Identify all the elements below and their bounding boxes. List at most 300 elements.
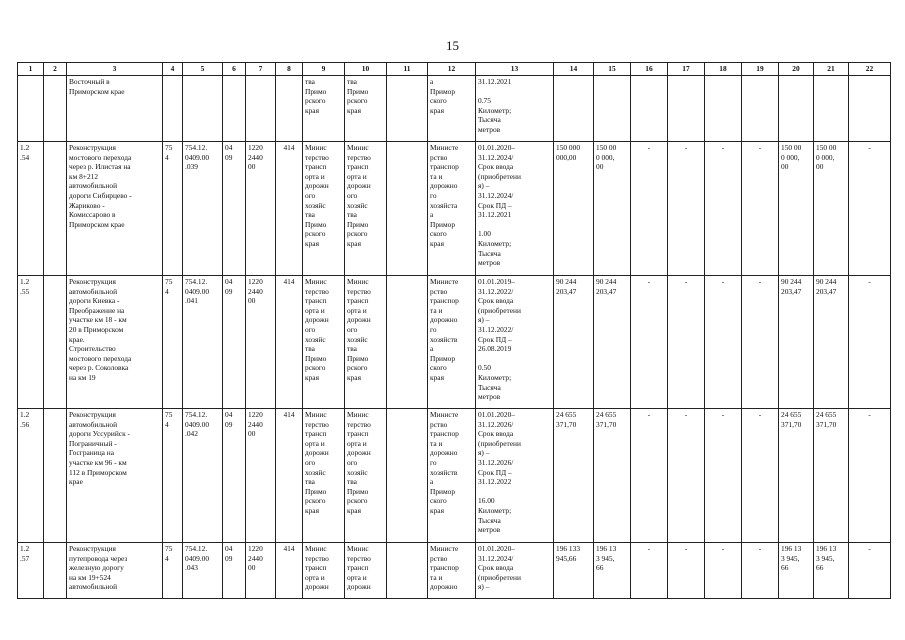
cell-line: 1220 <box>248 544 263 553</box>
cell-line: Минис <box>305 544 327 553</box>
cell-col-8 <box>276 76 303 142</box>
cell-line: я) – <box>478 315 490 325</box>
cell-line: Минис <box>305 410 327 419</box>
cell-line: метров <box>478 258 501 268</box>
cell-line: Примо <box>347 353 369 363</box>
cell-line: 00 <box>248 563 256 573</box>
cell-col-1 <box>18 76 44 142</box>
cell-col-2 <box>44 276 67 409</box>
cell-line: терство <box>347 152 371 162</box>
cell-line <box>478 220 551 230</box>
cell-col-3 <box>67 276 163 409</box>
cell-line: ого <box>347 457 358 467</box>
cell-line: 24 655 <box>781 410 802 419</box>
cell-line: я) – <box>478 448 490 458</box>
cell-line: .039 <box>185 162 198 172</box>
cell-col-20 <box>779 142 814 276</box>
cell-line <box>478 354 551 364</box>
cell-line: 150 00 <box>596 143 617 152</box>
cell-col-9 <box>303 409 345 543</box>
cell-line: а <box>430 344 434 354</box>
cell-line: .041 <box>185 296 198 306</box>
cell-line: Километр; <box>478 505 512 515</box>
cell-col-10 <box>345 409 387 543</box>
cell-line: 0 000, <box>596 152 615 162</box>
cell-col-5 <box>183 409 223 543</box>
cell-line: метров <box>478 525 501 535</box>
cell-line: 31.12.2022 <box>478 477 512 487</box>
cell-line: 09 <box>225 419 233 429</box>
cell-col-2 <box>44 76 67 142</box>
cell-col-19: - <box>742 409 779 543</box>
cell-line: 1.2 <box>20 544 30 553</box>
cell-line: 150 000 <box>556 143 581 152</box>
cell-line: Примор <box>430 219 456 229</box>
col-header-18: 18 <box>705 63 742 76</box>
cell-line: 150 00 <box>816 143 837 152</box>
cell-line: 04 <box>225 143 233 152</box>
cell-line: дорожн <box>347 582 371 592</box>
cell-line: Минис <box>347 410 369 419</box>
cell-line: орта и <box>347 171 367 181</box>
col-header-16: 16 <box>631 63 668 76</box>
cell-col-17: - <box>668 276 705 409</box>
cell-col-7 <box>246 276 276 409</box>
cell-line: 31.12.2022/ <box>478 286 514 296</box>
cell-line: 75 <box>165 410 173 419</box>
col-header-7: 7 <box>246 63 276 76</box>
cell-col-5 <box>183 142 223 276</box>
cell-line: хозяйс <box>347 467 368 477</box>
cell-col-11 <box>387 142 428 276</box>
cell-col-5 <box>183 276 223 409</box>
cell-col-15 <box>594 409 631 543</box>
cell-line: 00 <box>248 162 256 172</box>
cell-col-7 <box>246 543 276 599</box>
cell-line: Приморском крае <box>69 219 125 229</box>
cell-col-20 <box>779 409 814 543</box>
cell-line: на км 19+524 <box>69 572 111 582</box>
cell-col-18: - <box>705 142 742 276</box>
cell-col-14 <box>554 142 594 276</box>
cell-col-21 <box>814 76 849 142</box>
cell-line: дороги Сибирцево - <box>69 190 132 200</box>
cell-line: 371,70 <box>781 419 802 429</box>
cell-col-16: - <box>631 543 668 599</box>
cell-line: 75 <box>165 544 173 553</box>
cell-line: дорожно <box>430 448 458 458</box>
col-header-4: 4 <box>163 63 183 76</box>
cell-line: (приобретени <box>478 572 521 582</box>
cell-line: 31.12.2021 <box>478 210 512 220</box>
cell-line: метров <box>478 124 501 134</box>
cell-line: 1.2 <box>20 277 30 286</box>
cell-line: крае <box>69 477 83 487</box>
cell-line: трансп <box>347 429 369 439</box>
cell-line: орта и <box>305 171 325 181</box>
cell-line: терство <box>305 152 329 162</box>
cell-line: 371,70 <box>596 419 617 429</box>
cell-line: 3 945, <box>596 553 615 563</box>
cell-line: 00 <box>248 296 256 306</box>
col-header-17: 17 <box>668 63 705 76</box>
cell-line: Строительство <box>69 344 116 354</box>
cell-line: Госграница на <box>69 448 115 458</box>
cell-line: рского <box>347 96 368 106</box>
cell-line: Жариково - <box>69 200 105 210</box>
cell-line: орта и <box>305 438 325 448</box>
cell-line: 01.01.2020– <box>478 544 515 553</box>
cell-line: Километр; <box>478 238 512 248</box>
cell-line: трансп <box>347 162 369 172</box>
cell-line: Срок ввода <box>478 563 514 573</box>
table-row <box>18 76 891 142</box>
cell-col-8: 414 <box>276 276 303 409</box>
cell-line: 04 <box>225 544 233 553</box>
cell-col-13 <box>476 276 554 409</box>
cell-line: ого <box>305 190 316 200</box>
cell-line: дорожно <box>430 181 458 191</box>
cell-col-12 <box>428 142 476 276</box>
cell-col-6 <box>223 142 246 276</box>
cell-line: км 8+212 <box>69 171 99 181</box>
cell-line: автомобильной <box>69 419 118 429</box>
cell-line: участке км 96 - км <box>69 457 127 467</box>
cell-line: 26.08.2019 <box>478 344 512 354</box>
cell-line: 66 <box>781 563 789 573</box>
cell-col-16: - <box>631 409 668 543</box>
cell-col-1 <box>18 543 44 599</box>
cell-line: 754.12. <box>185 277 208 286</box>
cell-line: 196 133 <box>556 544 581 553</box>
cell-line: 203,47 <box>556 286 577 296</box>
cell-col-6 <box>223 543 246 599</box>
cell-line: 00 <box>781 162 789 172</box>
cell-line: .042 <box>185 429 198 439</box>
cell-line: 371,70 <box>556 419 577 429</box>
cell-line: хозяйс <box>347 200 368 210</box>
cell-line: хозяйств <box>430 467 458 477</box>
cell-line: дорожн <box>347 181 371 191</box>
cell-line: края <box>305 105 319 115</box>
col-header-10: 10 <box>345 63 387 76</box>
cell-line: железную дорогу <box>69 563 124 573</box>
cell-line: ого <box>347 324 358 334</box>
cell-line: дороги Уссурийск - <box>69 429 130 439</box>
cell-line: 1220 <box>248 143 263 152</box>
cell-line: дорожно <box>430 582 458 592</box>
cell-line: орта и <box>347 572 367 582</box>
cell-col-16: - <box>631 142 668 276</box>
cell-col-22: - <box>849 543 891 599</box>
col-header-3: 3 <box>67 63 163 76</box>
cell-line: 0409.00 <box>185 419 210 429</box>
cell-line: 24 655 <box>596 410 617 419</box>
cell-line: края <box>430 105 444 115</box>
cell-line: 90 244 <box>816 277 837 286</box>
cell-line: 1.2 <box>20 410 30 419</box>
cell-col-2 <box>44 409 67 543</box>
cell-line: Реконструкция <box>69 410 116 419</box>
cell-col-16 <box>631 76 668 142</box>
cell-line: края <box>430 372 444 382</box>
cell-line: 371,70 <box>816 419 837 429</box>
cell-line: .54 <box>20 152 30 162</box>
cell-line: трансп <box>305 162 327 172</box>
cell-line: края <box>305 505 319 515</box>
cell-col-8: 414 <box>276 543 303 599</box>
col-header-1: 1 <box>18 63 44 76</box>
cell-line: Километр; <box>478 105 512 115</box>
cell-line: метров <box>478 392 501 402</box>
cell-line: 24 655 <box>816 410 837 419</box>
cell-line: Километр; <box>478 372 512 382</box>
cell-line: 196 13 <box>816 544 837 553</box>
cell-line: автомобильной <box>69 286 118 296</box>
cell-line: терство <box>347 419 371 429</box>
cell-col-19: - <box>742 543 779 599</box>
cell-col-15 <box>594 543 631 599</box>
cell-line: дорожн <box>347 315 371 325</box>
cell-line: та и <box>430 572 443 582</box>
cell-col-2 <box>44 543 67 599</box>
cell-line: .55 <box>20 286 30 296</box>
cell-line: транспор <box>430 162 459 172</box>
cell-line: Тысяча <box>478 248 501 258</box>
cell-col-7 <box>246 76 276 142</box>
cell-line: а <box>430 210 434 220</box>
cell-col-20 <box>779 543 814 599</box>
cell-line: Пограничный - <box>69 438 117 448</box>
cell-line: рство <box>430 152 448 162</box>
col-header-21: 21 <box>814 63 849 76</box>
cell-line: рского <box>305 363 326 373</box>
cell-line: Министе <box>430 277 459 286</box>
cell-line: Минис <box>347 544 369 553</box>
cell-line: (приобретени <box>478 438 521 448</box>
cell-line: транспор <box>430 429 459 439</box>
col-header-19: 19 <box>742 63 779 76</box>
cell-line: рского <box>305 229 326 239</box>
table-row <box>18 409 891 543</box>
cell-line: путепровода через <box>69 553 128 563</box>
cell-col-11 <box>387 409 428 543</box>
cell-col-1 <box>18 276 44 409</box>
cell-col-10 <box>345 76 387 142</box>
cell-line: 01.01.2020– <box>478 410 515 419</box>
cell-col-20 <box>779 276 814 409</box>
cell-col-8: 414 <box>276 409 303 543</box>
cell-line: 203,47 <box>816 286 837 296</box>
cell-line: 09 <box>225 152 233 162</box>
cell-line: Министе <box>430 544 459 553</box>
cell-line: ого <box>305 457 316 467</box>
cell-line: Примо <box>347 86 369 96</box>
cell-line: Преображение на <box>69 305 125 315</box>
cell-line: Тысяча <box>478 515 501 525</box>
cell-line: ского <box>430 363 447 373</box>
cell-line: рство <box>430 419 448 429</box>
cell-line: Примо <box>347 219 369 229</box>
cell-line: автомобильной <box>69 181 118 191</box>
cell-line: 01.01.2019– <box>478 277 515 286</box>
cell-line: 0 000, <box>781 152 800 162</box>
cell-line: 0 000, <box>816 152 835 162</box>
table-body <box>18 76 891 599</box>
cell-col-9 <box>303 76 345 142</box>
cell-line: 0409.00 <box>185 286 210 296</box>
cell-col-9 <box>303 276 345 409</box>
cell-line: тва <box>347 477 357 487</box>
cell-line: Примо <box>305 86 327 96</box>
cell-line: 203,47 <box>596 286 617 296</box>
col-header-8: 8 <box>276 63 303 76</box>
cell-col-12 <box>428 543 476 599</box>
cell-line: хозяйста <box>430 200 458 210</box>
cell-line: транспор <box>430 563 459 573</box>
cell-line: тва <box>305 210 315 220</box>
cell-line: через р. Соколовка <box>69 363 129 373</box>
cell-line: орта и <box>347 438 367 448</box>
cell-line: 1.00 <box>478 229 491 239</box>
cell-col-17: - <box>668 142 705 276</box>
cell-col-21 <box>814 543 849 599</box>
col-header-14: 14 <box>554 63 594 76</box>
cell-col-9 <box>303 543 345 599</box>
cell-col-12 <box>428 76 476 142</box>
cell-line: .043 <box>185 563 198 573</box>
cell-line: края <box>347 505 361 515</box>
col-header-20: 20 <box>779 63 814 76</box>
cell-col-18: - <box>705 543 742 599</box>
cell-line: Тысяча <box>478 382 501 392</box>
cell-line: та и <box>430 305 443 315</box>
cell-line: Минис <box>347 277 369 286</box>
cell-line: та и <box>430 171 443 181</box>
cell-line: 31.12.2021 <box>478 77 512 86</box>
cell-col-14 <box>554 76 594 142</box>
cell-col-10 <box>345 142 387 276</box>
cell-line: 75 <box>165 143 173 152</box>
cell-col-2 <box>44 142 67 276</box>
cell-line: я) – <box>478 582 490 592</box>
cell-col-19: - <box>742 276 779 409</box>
cell-line: Срок ввода <box>478 296 514 306</box>
table-row <box>18 142 891 276</box>
cell-line: Примо <box>305 486 327 496</box>
cell-line: (приобретени <box>478 171 521 181</box>
col-header-12: 12 <box>428 63 476 76</box>
cell-line: Реконструкция <box>69 277 116 286</box>
cell-line: автомобильной <box>69 582 118 592</box>
cell-line: рского <box>347 496 368 506</box>
cell-line: терство <box>305 419 329 429</box>
cell-col-10 <box>345 543 387 599</box>
cell-line: 2440 <box>248 152 263 162</box>
cell-line: 90 244 <box>556 277 577 286</box>
cell-line: (приобретени <box>478 305 521 315</box>
cell-line: Срок ввода <box>478 429 514 439</box>
cell-col-4 <box>163 142 183 276</box>
cell-line: 90 244 <box>596 277 617 286</box>
cell-col-3 <box>67 142 163 276</box>
cell-line: рство <box>430 553 448 563</box>
cell-col-14 <box>554 276 594 409</box>
cell-line: 000,00 <box>556 152 577 162</box>
cell-col-13 <box>476 142 554 276</box>
cell-line: Восточный в <box>69 77 110 86</box>
cell-line: 754.12. <box>185 143 208 152</box>
cell-col-15 <box>594 142 631 276</box>
cell-col-13 <box>476 76 554 142</box>
table-row <box>18 543 891 599</box>
cell-line: края <box>430 238 444 248</box>
cell-col-22: - <box>849 409 891 543</box>
cell-col-17: - <box>668 409 705 543</box>
cell-col-4 <box>163 276 183 409</box>
cell-line: 112 в Приморском <box>69 467 127 477</box>
cell-col-16: - <box>631 276 668 409</box>
col-header-9: 9 <box>303 63 345 76</box>
cell-line: 31.12.2024/ <box>478 553 514 563</box>
cell-line: Срок ПД – <box>478 334 512 344</box>
cell-line: а <box>430 77 434 86</box>
cell-line: 31.12.2024/ <box>478 190 514 200</box>
cell-col-4 <box>163 409 183 543</box>
cell-line: 4 <box>165 152 169 162</box>
cell-col-5 <box>183 543 223 599</box>
cell-line: Минис <box>305 277 327 286</box>
cell-col-9 <box>303 142 345 276</box>
cell-line: 04 <box>225 410 233 419</box>
cell-line: орта и <box>347 305 367 315</box>
cell-col-22: - <box>849 276 891 409</box>
cell-col-22: - <box>849 142 891 276</box>
cell-line: терство <box>305 286 329 296</box>
cell-line: дорожн <box>305 181 329 191</box>
cell-line: ого <box>347 190 358 200</box>
cell-line: дорожно <box>430 315 458 325</box>
cell-line: 75 <box>165 277 173 286</box>
cell-line <box>478 487 551 497</box>
cell-line: 3 945, <box>781 553 800 563</box>
cell-line: 754.12. <box>185 410 208 419</box>
cell-line: дорожн <box>305 448 329 458</box>
cell-line: хозяйс <box>305 467 326 477</box>
cell-line: тва <box>347 344 357 354</box>
cell-line: Примо <box>305 353 327 363</box>
cell-line: 0409.00 <box>185 553 210 563</box>
cell-line: тва <box>305 344 315 354</box>
cell-line: 0409.00 <box>185 152 210 162</box>
cell-col-12 <box>428 276 476 409</box>
cell-line: 2440 <box>248 553 263 563</box>
col-header-15: 15 <box>594 63 631 76</box>
cell-col-6 <box>223 276 246 409</box>
cell-line: 31.12.2026/ <box>478 419 514 429</box>
cell-line: края <box>305 372 319 382</box>
cell-col-6 <box>223 409 246 543</box>
cell-col-21 <box>814 276 849 409</box>
table-row <box>18 276 891 409</box>
cell-line: трансп <box>305 296 327 306</box>
cell-line: 0.50 <box>478 363 491 373</box>
cell-line: края <box>305 238 319 248</box>
cell-line: рского <box>347 229 368 239</box>
cell-col-3 <box>67 543 163 599</box>
cell-col-15 <box>594 76 631 142</box>
cell-line: Примор <box>430 86 456 96</box>
